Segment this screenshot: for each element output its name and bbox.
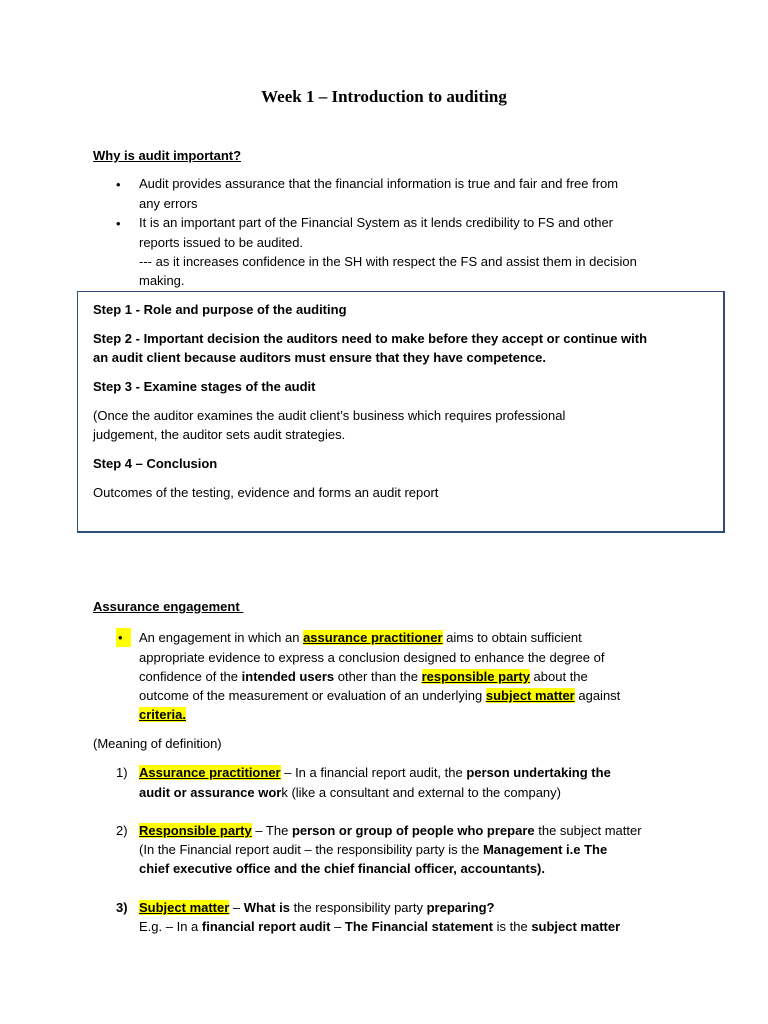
def-1-line-2: [139, 783, 561, 802]
highlight-responsible-party: responsible party: [421, 669, 530, 684]
text-run: confidence of the: [139, 669, 242, 684]
bold-run: preparing?: [426, 900, 495, 915]
why-audit-heading: Why is audit important?: [93, 148, 242, 163]
text-run: about the: [529, 669, 588, 684]
bold-run: financial report audit: [201, 919, 331, 934]
assurance-def-line-1: [139, 628, 582, 647]
def-3-line-2: [139, 917, 620, 936]
text-run: outcome of the measurement or evaluation of an underlying: [139, 688, 486, 703]
def-2-line-1: [139, 821, 642, 840]
step-3-para-line-1: (Once the auditor examines the audit client’s business which requires professional: [93, 408, 566, 423]
text-run: is the: [493, 919, 532, 934]
why-bullet-2-line-3: --- as it increases confidence in the SH with respect the FS and assist them in decision: [139, 254, 637, 269]
bold-run: person or group of people who prepare: [291, 823, 535, 838]
why-bullet-2-line-2: reports issued to be audited.: [139, 235, 304, 250]
bullet-icon: •: [116, 177, 121, 192]
text-run: aims to obtain sufficient: [442, 630, 582, 645]
highlighted-bullet-icon: •: [116, 628, 131, 647]
assurance-def-line-5: [139, 705, 186, 724]
assurance-def-line-4: [139, 686, 620, 705]
highlight-responsible-party-term: Responsible party: [139, 823, 252, 838]
text-run: k (like a consultant and external to the company): [281, 785, 561, 800]
bullet-icon: •: [116, 216, 121, 231]
bold-run: The Financial statement: [344, 919, 494, 934]
why-bullet-1-line-1: Audit provides assurance that the financial information is true and fair and free from: [139, 176, 619, 191]
text-run: E.g. – In a: [139, 919, 202, 934]
text-run: (In the Financial report audit – the responsibility party is the: [139, 842, 483, 857]
step-3-para-line-2: judgement, the auditor sets audit strategies.: [93, 427, 346, 442]
step-3: Step 3 - Examine stages of the audit: [93, 379, 316, 394]
text-run: –: [330, 919, 345, 934]
def-2-line-2: [139, 840, 607, 859]
text-run: – In a financial report audit, the: [280, 765, 467, 780]
bold-run: What is: [243, 900, 291, 915]
text-run: the responsibility party: [290, 900, 427, 915]
bold-run: Management i.e The: [482, 842, 608, 857]
text-run: against: [574, 688, 621, 703]
list-number-2: 2): [116, 823, 128, 838]
text-run: An engagement in which an: [139, 630, 304, 645]
def-1-line-1: [139, 763, 611, 782]
highlight-assurance-practitioner: assurance practitioner: [303, 630, 443, 645]
bold-run: person undertaking the: [466, 765, 611, 780]
def-3-line-1: [139, 898, 495, 917]
highlight-subject-matter-term: Subject matter: [139, 900, 230, 915]
assurance-def-line-2: appropriate evidence to express a conclusion designed to enhance the degree of: [139, 650, 605, 665]
bold-run: subject matter: [531, 919, 621, 934]
text-run: – The: [251, 823, 292, 838]
step-2-line-1: Step 2 - Important decision the auditors need to make before they accept or continue with: [93, 331, 648, 346]
highlight-criteria: criteria.: [139, 707, 186, 722]
step-2-line-2: an audit client because auditors must ensure that they have competence.: [93, 350, 546, 365]
bold-run: audit or assurance wor: [139, 785, 282, 800]
step-4: Step 4 – Conclusion: [93, 456, 218, 471]
assurance-def-line-3: [139, 667, 588, 686]
bold-intended-users: intended users: [241, 669, 335, 684]
highlight-subject-matter: subject matter: [485, 688, 575, 703]
step-4-para: Outcomes of the testing, evidence and forms an audit report: [93, 485, 439, 500]
why-bullet-2-line-4: making.: [139, 273, 185, 288]
meaning-of-definition: (Meaning of definition): [93, 736, 222, 751]
text-run: –: [229, 900, 244, 915]
text-run: other than the: [334, 669, 422, 684]
highlight-assurance-practitioner-term: Assurance practitioner: [139, 765, 281, 780]
def-2-line-3: [139, 859, 545, 878]
why-bullet-1-line-2: any errors: [139, 196, 198, 211]
list-number-3: 3): [116, 900, 128, 915]
bold-run: chief executive office and the chief financial officer, accountants).: [139, 861, 545, 876]
why-bullet-2-line-1: It is an important part of the Financial System as it lends credibility to FS and other: [139, 215, 613, 230]
step-1: Step 1 - Role and purpose of the auditing: [93, 302, 347, 317]
text-run: the subject matter: [534, 823, 642, 838]
page-title: Week 1 – Introduction to auditing: [261, 87, 507, 106]
list-number-1: 1): [116, 765, 128, 780]
assurance-heading: Assurance engagement: [93, 599, 244, 614]
